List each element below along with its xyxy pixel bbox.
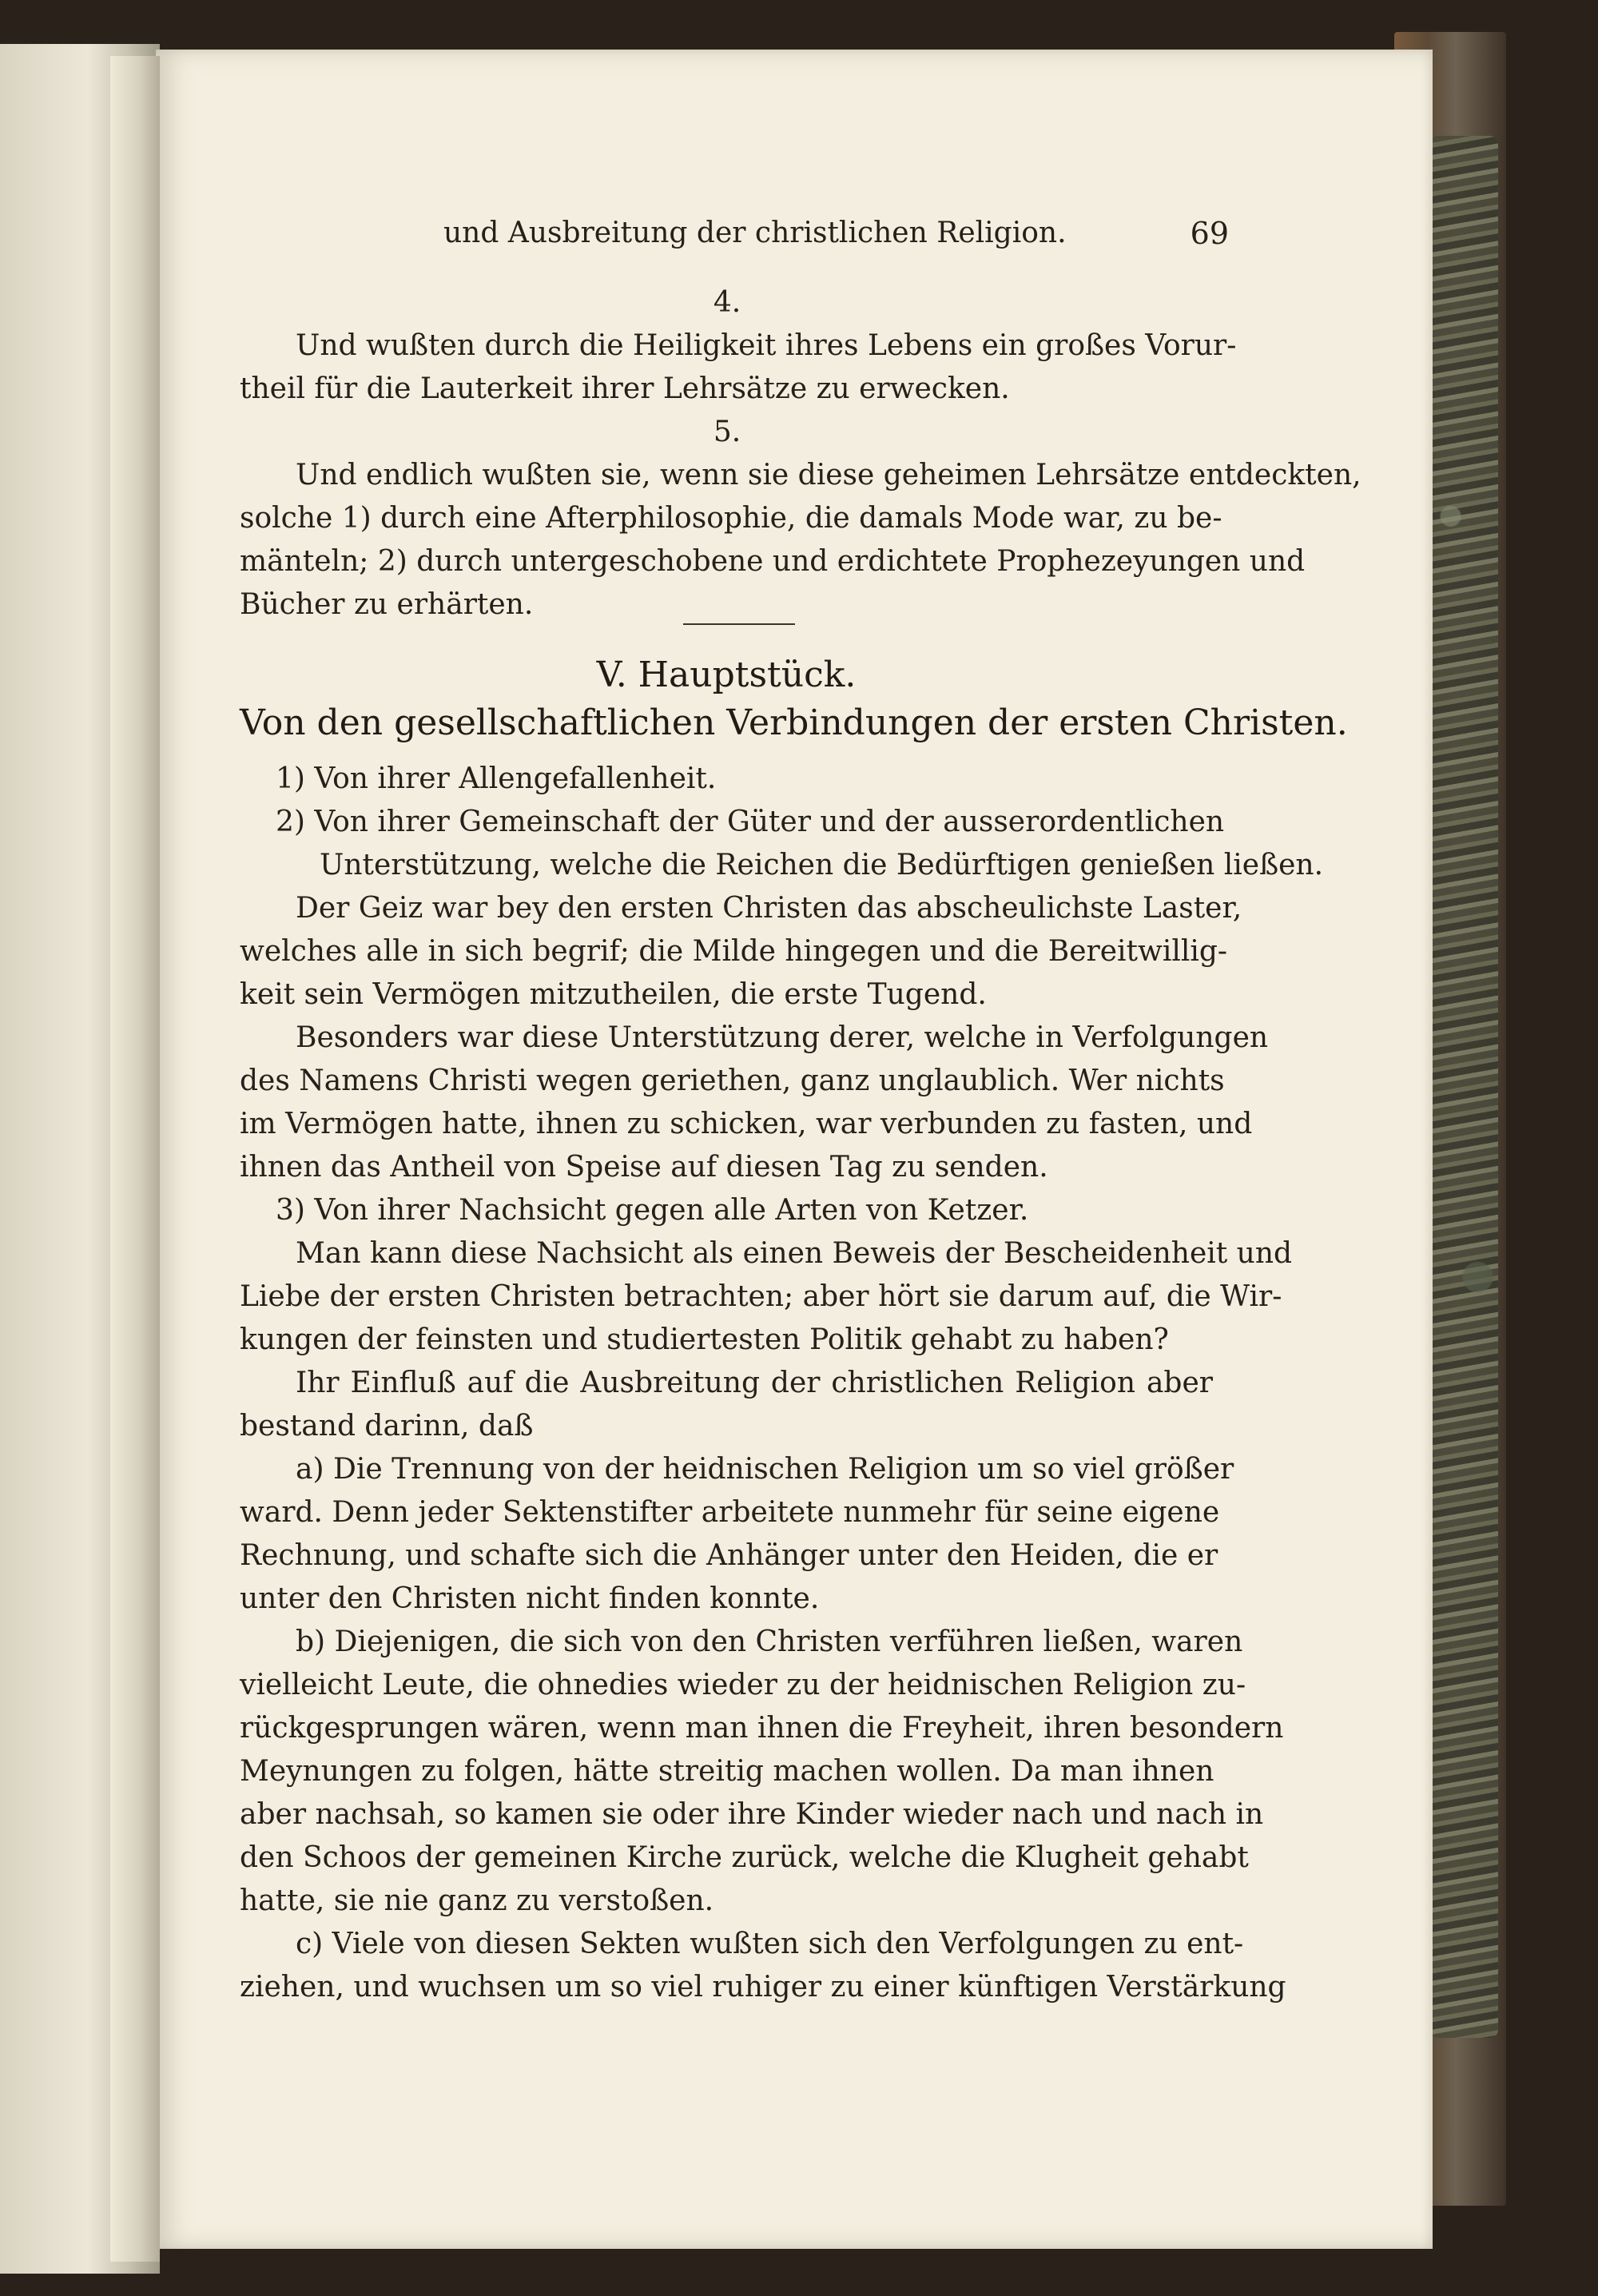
- running-header: und Ausbreitung der christlichen Religion.: [443, 217, 1067, 249]
- text-line: den Schoos der gemeinen Kirche zurück, welche die Klugheit gehabt: [240, 1841, 1249, 1874]
- text-line: ihnen das Antheil von Speise auf diesen Tag zu senden.: [240, 1151, 1048, 1184]
- text-line: b) Diejenigen, die sich von den Christen verführen ließen, waren: [296, 1626, 1243, 1658]
- text-line: ward. Denn jeder Sektenstifter arbeitete nunmehr für seine eigene: [240, 1496, 1220, 1529]
- text-line: Und wußten durch die Heiligkeit ihres Lebens ein großes Vorur-: [296, 329, 1237, 362]
- text-line: des Namens Christi wegen geriethen, ganz unglaublich. Wer nichts: [240, 1064, 1225, 1097]
- text-line: hatte, sie nie ganz zu verstoßen.: [240, 1884, 714, 1917]
- list-item: 2) Von ihrer Gemeinschaft der Güter und der ausserordentlichen: [276, 806, 1225, 838]
- text-line: Der Geiz war bey den ersten Christen das abscheulichste Laster,: [296, 892, 1242, 925]
- text-line: unter den Christen nicht finden konnte.: [240, 1582, 820, 1615]
- section-divider: [683, 623, 795, 625]
- chapter-heading: V. Hauptstück.: [596, 655, 857, 695]
- section-number-5: 5.: [713, 416, 741, 448]
- text-line: Und endlich wußten sie, wenn sie diese geheimen Lehrsätze entdeckten,: [296, 459, 1361, 491]
- text-line: keit sein Vermögen mitzutheilen, die erste Tugend.: [240, 978, 987, 1011]
- text-line: vielleicht Leute, die ohnedies wieder zu der heidnischen Religion zu-: [240, 1669, 1246, 1701]
- text-line: im Vermögen hatte, ihnen zu schicken, war verbunden zu fasten, und: [240, 1108, 1253, 1140]
- text-line: mänteln; 2) durch untergeschobene und erdichtete Prophezeyungen und: [240, 545, 1306, 578]
- text-line: welches alle in sich begrif; die Milde hingegen und die Bereitwillig-: [240, 935, 1228, 968]
- text-line: Liebe der ersten Christen betrachten; aber hört sie darum auf, die Wir-: [240, 1280, 1282, 1313]
- page-gutter: [110, 56, 160, 2262]
- text-line: Besonders war diese Unterstützung derer, welche in Verfolgungen: [296, 1021, 1269, 1054]
- list-item: Unterstützung, welche die Reichen die Bedürftigen genießen ließen.: [320, 849, 1324, 881]
- list-item: 3) Von ihrer Nachsicht gegen alle Arten von Ketzer.: [276, 1194, 1029, 1227]
- page-number: 69: [1190, 216, 1229, 251]
- text-line: kungen der feinsten und studiertesten Politik gehabt zu haben?: [240, 1323, 1169, 1356]
- text-line: theil für die Lauterkeit ihrer Lehrsätze zu erwecken.: [240, 372, 1010, 405]
- marbled-page-edge: [1430, 136, 1498, 2038]
- text-line: aber nachsah, so kamen sie oder ihre Kinder wieder nach und nach in: [240, 1798, 1264, 1831]
- chapter-title: Von den gesellschaftlichen Verbindungen der ersten Christen.: [240, 702, 1348, 743]
- text-line: bestand darinn, daß: [240, 1410, 534, 1442]
- text-line: Ihr Einfluß auf die Ausbreitung der christlichen Religion aber: [296, 1367, 1213, 1399]
- text-line: Man kann diese Nachsicht als einen Beweis der Bescheidenheit und: [296, 1237, 1293, 1270]
- text-line: solche 1) durch eine Afterphilosophie, die damals Mode war, zu be-: [240, 502, 1222, 535]
- text-line: a) Die Trennung von der heidnischen Religion um so viel größer: [296, 1453, 1234, 1486]
- text-line: Meynungen zu folgen, hätte streitig machen wollen. Da man ihnen: [240, 1755, 1214, 1788]
- list-item: 1) Von ihrer Allengefallenheit.: [276, 762, 717, 795]
- section-number-4: 4.: [713, 286, 741, 319]
- text-line: c) Viele von diesen Sekten wußten sich den Verfolgungen zu ent-: [296, 1928, 1244, 1960]
- text-line: ziehen, und wuchsen um so viel ruhiger zu einer künftigen Verstärkung: [240, 1971, 1286, 2004]
- text-line: Bücher zu erhärten.: [240, 588, 534, 621]
- text-line: Rechnung, und schafte sich die Anhänger unter den Heiden, die er: [240, 1539, 1218, 1572]
- text-line: rückgesprungen wären, wenn man ihnen die Freyheit, ihren besondern: [240, 1712, 1284, 1745]
